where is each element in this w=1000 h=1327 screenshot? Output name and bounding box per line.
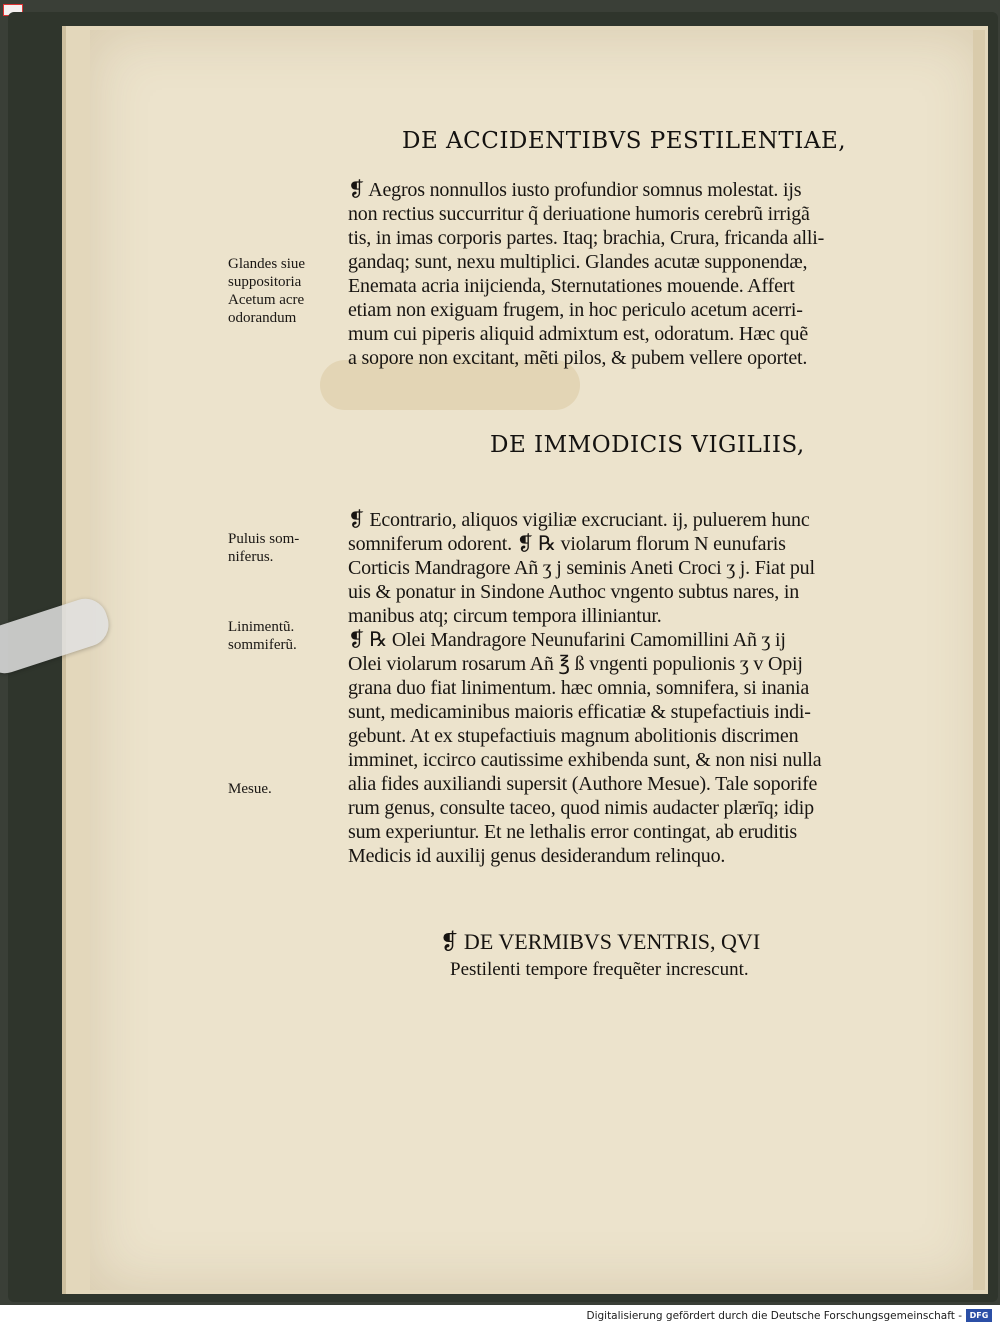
margin-note-puluis (228, 530, 343, 566)
margin-note-line: Puluis som- (228, 531, 300, 547)
margin-note-line: niferus. (228, 549, 274, 565)
text-line: grana duo fiat linimentum. hæc omnia, somnifera, si inania (348, 677, 810, 699)
text-line: etiam non exiguam frugem, in hoc periculo acetum acerri- (348, 299, 803, 321)
margin-note-glandes (228, 255, 343, 327)
margin-note-line: Acetum acre (228, 292, 305, 308)
dfg-logo: DFG (966, 1309, 992, 1322)
footer-bar (0, 1305, 1000, 1327)
text-line: gebunt. At ex stupefactiuis magnum abolitionis discrimen (348, 725, 799, 747)
text-line: uis & ponatur in Sindone Authoc vngento subtus nares, in (348, 581, 799, 603)
text-line: gandaq; sunt, nexu multiplici. Glandes acutæ supponendæ, (348, 251, 808, 273)
margin-note-line: odorandum (228, 310, 297, 326)
text-line: Corticis Mandragore Añ ʒ j seminis Aneti Croci ʒ j. Fiat pul (348, 557, 815, 579)
text-line: a sopore non excitant, mẽti pilos, & pubem vellere oportet. (348, 347, 808, 369)
text-line: Olei violarum rosarum Añ ℥ ß vngenti populionis ʒ v Opij (348, 653, 803, 675)
text-line: manibus atq; circum tempora illiniantur. (348, 605, 662, 627)
text-line: tis, in imas corporis partes. Itaq; brachia, Crura, fricanda alli- (348, 227, 825, 249)
text-line: ❡ Econtrario, aliquos vigiliæ excruciant. ij, puluerem hunc (348, 509, 810, 531)
margin-note-line: suppositoria (228, 274, 302, 290)
caption-title: ❡ DE VERMIBVS VENTRIS, QVI (440, 929, 761, 954)
caption-vermibus (440, 928, 900, 984)
section-vigiliis (348, 508, 944, 868)
text-line: sum experiuntur. Et ne lethalis error contingat, ab eruditis (348, 821, 797, 843)
text-line: rum genus, consulte taceo, quod nimis audacter plærīq; idip (348, 797, 814, 819)
text-line: ❡ ℞ Olei Mandragore Neunufarini Camomillini Añ ʒ ij (348, 629, 786, 651)
caption-subtitle: Pestilenti tempore frequẽter increscunt. (450, 959, 749, 980)
text-line: ❡ Aegros nonnullos iusto profundior somnus molestat. ijs (348, 179, 802, 201)
margin-note-mesue (228, 780, 343, 798)
text-line: imminet, iccirco cautissime exhibenda sunt, & non nisi nulla (348, 749, 822, 771)
text-line: sunt, medicaminibus maioris efficatiæ & stupefactiuis indi- (348, 701, 811, 723)
text-line: somniferum odorent. ❡ ℞ violarum florum N eunufaris (348, 533, 786, 555)
footer-credit: Digitalisierung gefördert durch die Deutsche Forschungsgemeinschaft - (586, 1310, 962, 1322)
text-line: Medicis id auxilij genus desiderandum relinquo. (348, 845, 726, 867)
text-line: mum cui piperis aliquid admixtum est, odoratum. Hæc quẽ (348, 323, 809, 345)
margin-note-line: Linimentũ. (228, 619, 295, 635)
margin-note-line: Glandes siue (228, 256, 306, 272)
heading-accidentibus: DE ACCIDENTIBVS PESTILENTIAE, (402, 128, 847, 154)
text-line: Enemata acria inijcienda, Sternutationes mouende. Affert (348, 275, 795, 297)
heading-vigiliis: DE IMMODICIS VIGILIIS, (490, 432, 805, 458)
text-line: non rectius succurritur q̃ deriuatione humoris cerebrũ irrigã (348, 203, 810, 225)
margin-note-linimentum (228, 618, 343, 654)
section-accidentibus (348, 178, 944, 370)
margin-note-line: Mesue. (228, 781, 272, 797)
text-line: alia fides auxiliandi supersit (Authore Mesue). Tale soporife (348, 773, 818, 795)
margin-note-line: sommiferũ. (228, 637, 297, 653)
